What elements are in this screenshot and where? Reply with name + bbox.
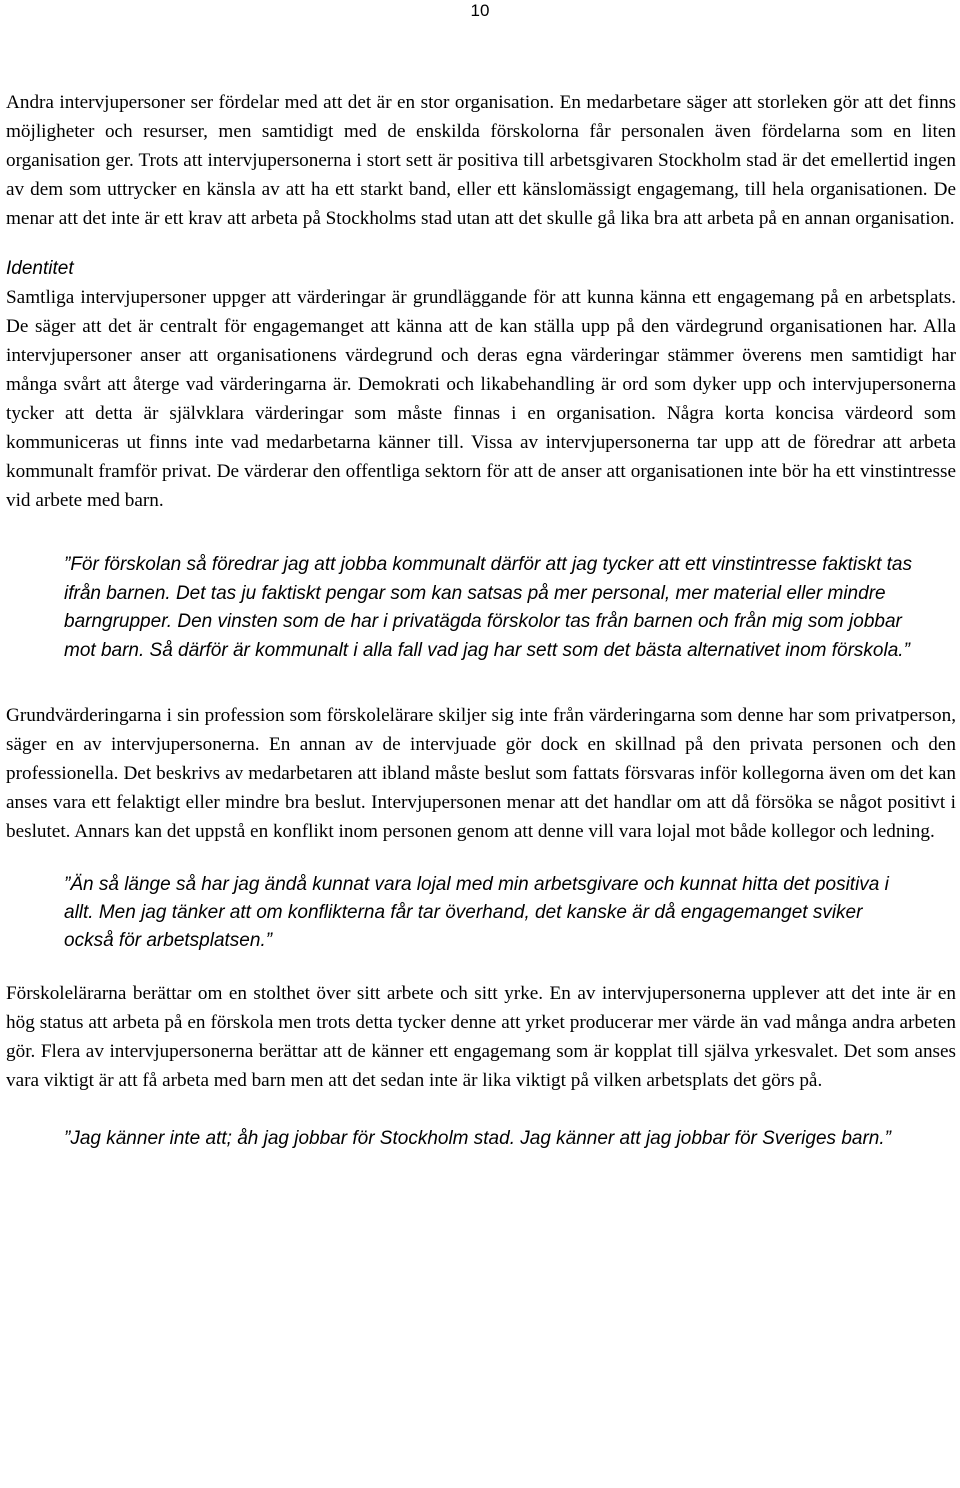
interview-quote-lojal: ”Än så länge så har jag ändå kunnat vara lojal med min arbetsgivare och kunnat hitta det positiva i allt. Men jag tänker att om konflikterna får tar överhand, det kanske är då engagemanget sviker också för arbetsplatsen.” xyxy=(64,874,889,951)
interview-quote-kommunalt: ”För förskolan så föredrar jag att jobba kommunalt därför att jag tycker att ett vinstintresse faktiskt tas ifrån barnen. Det tas ju faktiskt pengar som kan satsas på mer personal, mer material eller mindre barngrupper. Den vinsten som de har i privatägda förskolor tas från barnen och från mig som jobbar mot barn. Så därför är kommunalt i alla fall vad jag har sett som det bästa alternativet inom förskola.” xyxy=(64,554,912,661)
document-body xyxy=(6,88,956,1153)
paragraph-identitet: Samtliga intervjupersoner uppger att värderingar är grundläggande för att kunna känna ett engagemang på en arbetsplats. De säger att det är centralt för engagemanget att känna att de kan ställa upp på den värdegrund organisationen har. Alla intervjupersoner anser att organisationens värdegrund och deras egna värderingar stämmer överens men samtidigt har många svårt att återge vad värderingarna är. Demokrati och likabehandling är ord som dyker upp och intervjupersonerna tycker att detta är självklara värderingar som måste finnas i en organisation. Några korta koncisa värdeord som kommuniceras ut finns inte vad medarbetarna känner till. Vissa av intervjupersonerna tar upp att de föredrar att arbeta kommunalt framför privat. De värderar den offentliga sektorn för att de anser att organisationen inte bör ha ett vinstintresse vid arbete med barn. xyxy=(6,287,956,511)
paragraph-grundvarderingar: Grundvärderingarna i sin profession som förskolelärare skiljer sig inte från värderingarna som denne har som privatperson, säger en av intervjupersonerna. En annan av de intervjuade gör dock en skillnad på den privata personen och den professionella. Det beskrivs av medarbetaren att ibland måste beslut som fattats försvaras inför kollegorna även om det kan anses vara ett felaktigt eller mindre bra beslut. Intervjupersonen menar att det handlar om att då försöka se något positivt i beslutet. Annars kan det uppstå en konflikt inom personen genom att denne vill vara lojal mot både kollegor och ledning. xyxy=(6,705,956,842)
page-number: 10 xyxy=(470,1,490,20)
paragraph-stolthet: Förskolelärarna berättar om en stolthet över sitt arbete och sitt yrke. En av intervjupersonerna upplever att det inte är en hög status att arbeta på en förskola men trots detta tycker denne att yrket producerar mer värde än vad många andra arbeten gör. Flera av intervjupersonerna berättar att de känner ett engagemang som är kopplat till själva yrkesvalet. Det som anses vara viktigt är att få arbeta med barn men att det sedan inte är lika viktigt på vilken arbetsplats det görs på. xyxy=(6,983,956,1091)
section-heading-identitet: Identitet xyxy=(6,258,74,279)
interview-quote-sveriges-barn: ”Jag känner inte att; åh jag jobbar för Stockholm stad. Jag känner att jag jobbar för Sveriges barn.” xyxy=(64,1128,891,1149)
paragraph-organisation: Andra intervjupersoner ser fördelar med att det är en stor organisation. En medarbetare säger att storleken gör att det finns möjligheter och resurser, men samtidigt med de enskilda förskolorna får personalen även fördelarna som en liten organisation ger. Trots att intervjupersonerna i stort sett är positiva till arbetsgivaren Stockholm stad är det emellertid ingen av dem som uttrycker en känsla av att ha ett starkt band, eller ett känslomässigt engagemang, till hela organisationen. De menar att det inte är ett krav att arbeta på Stockholms stad utan att det skulle gå lika bra att arbeta på en annan organisation. xyxy=(6,92,956,229)
